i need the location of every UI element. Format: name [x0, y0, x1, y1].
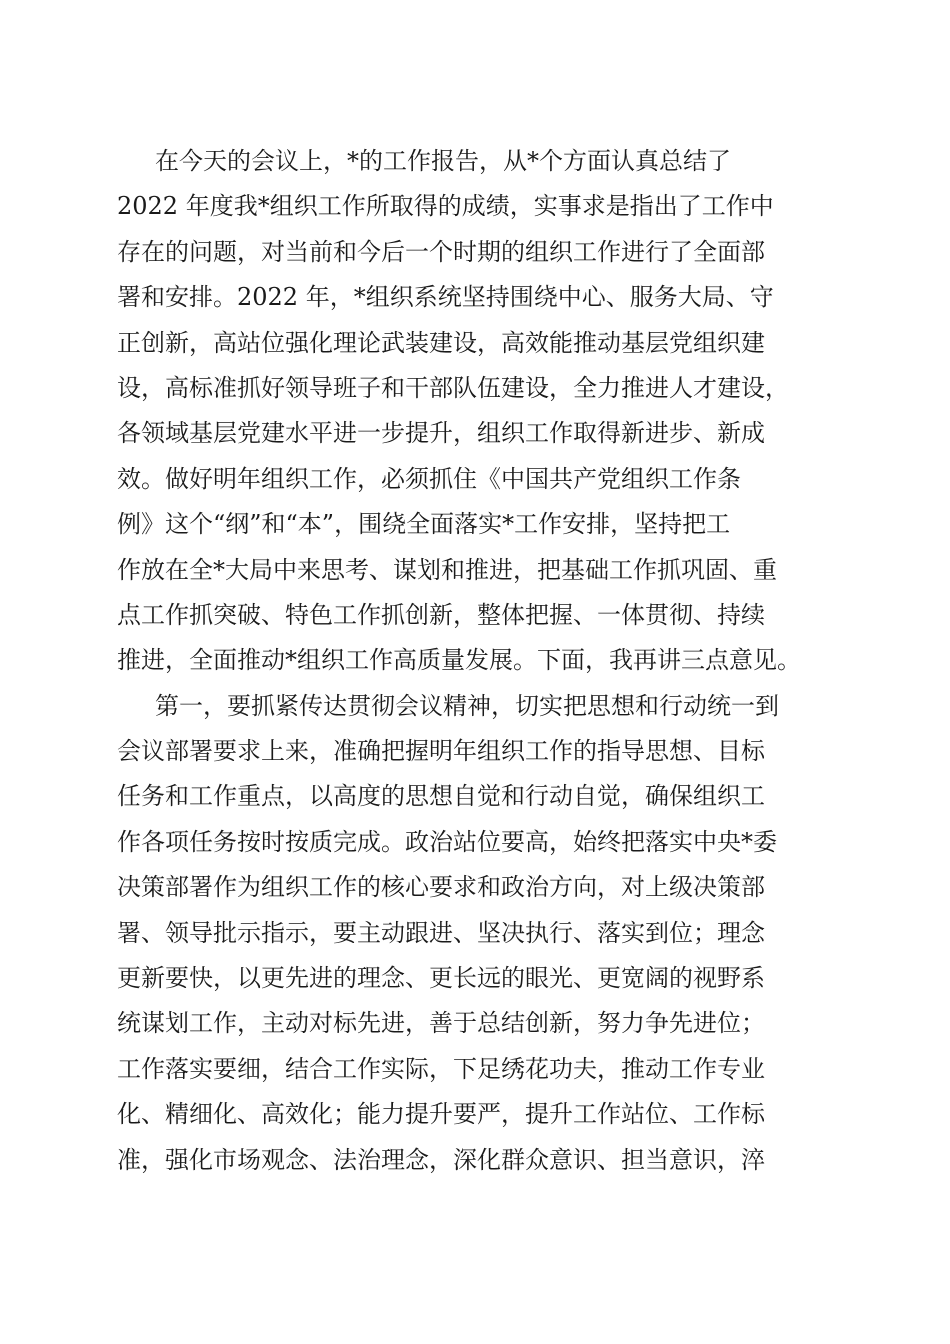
- paragraph-1-line-7: 各领域基层党建水平进一步提升，组织工作取得新进步、新成: [117, 419, 765, 448]
- paragraph-1-line-3: 存在的问题，对当前和今后一个时期的组织工作进行了全面部: [117, 237, 765, 266]
- paragraph-1-line-12: 推进，全面推动*组织工作高质量发展。下面，我再讲三点意见。: [117, 646, 801, 675]
- paragraph-1-line-4: 署和安排。2022 年，*组织系统坚持围绕中心、服务大局、守: [117, 283, 774, 312]
- paragraph-2-line-8: 统谋划工作，主动对标先进，善于总结创新，努力争先进位；: [117, 1009, 765, 1038]
- paragraph-2-line-10: 化、精细化、高效化；能力提升要严，提升工作站位、工作标: [117, 1100, 765, 1129]
- paragraph-2-line-2: 会议部署要求上来，准确把握明年组织工作的指导思想、目标: [117, 737, 765, 766]
- paragraph-1-line-1: 在今天的会议上，*的工作报告，从*个方面认真总结了: [155, 147, 731, 175]
- paragraph-2-line-1: 第一，要抓紧传达贯彻会议精神，切实把思想和行动统一到: [155, 691, 779, 720]
- paragraph-1-line-6: 设，高标准抓好领导班子和干部队伍建设，全力推进人才建设，: [117, 373, 789, 402]
- paragraph-1-line-8: 效。做好明年组织工作，必须抓住《中国共产党组织工作条: [117, 464, 741, 493]
- paragraph-2-line-5: 决策部署作为组织工作的核心要求和政治方向，对上级决策部: [117, 873, 765, 902]
- paragraph-2-line-9: 工作落实要细，结合工作实际，下足绣花功夫，推动工作专业: [117, 1054, 765, 1083]
- paragraph-2-line-6: 署、领导批示指示，要主动跟进、坚决执行、落实到位；理念: [117, 918, 765, 947]
- paragraph-1-line-11: 点工作抓突破、特色工作抓创新，整体把握、一体贯彻、持续: [117, 600, 765, 629]
- paragraph-2-line-4: 作各项任务按时按质完成。政治站位要高，始终把落实中央*委: [117, 827, 777, 856]
- paragraph-1-line-2: 2022 年度我*组织工作所取得的成绩，实事求是指出了工作中: [117, 192, 774, 221]
- body-text: [117, 139, 837, 1183]
- paragraph-2-line-3: 任务和工作重点，以高度的思想自觉和行动自觉，确保组织工: [117, 782, 765, 811]
- paragraph-1-line-9: 例》这个“纲”和“本”，围绕全面落实*工作安排，坚持把工: [117, 510, 731, 539]
- paragraph-1-line-10: 作放在全*大局中来思考、谋划和推进，把基础工作抓巩固、重: [117, 555, 777, 584]
- paragraph-2-line-7: 更新要快，以更先进的理念、更长远的眼光、更宽阔的视野系: [117, 964, 765, 993]
- paragraph-1-line-5: 正创新，高站位强化理论武装建设，高效能推动基层党组织建: [117, 328, 765, 357]
- paragraph-2-line-11: 准，强化市场观念、法治理念，深化群众意识、担当意识，淬: [117, 1145, 765, 1174]
